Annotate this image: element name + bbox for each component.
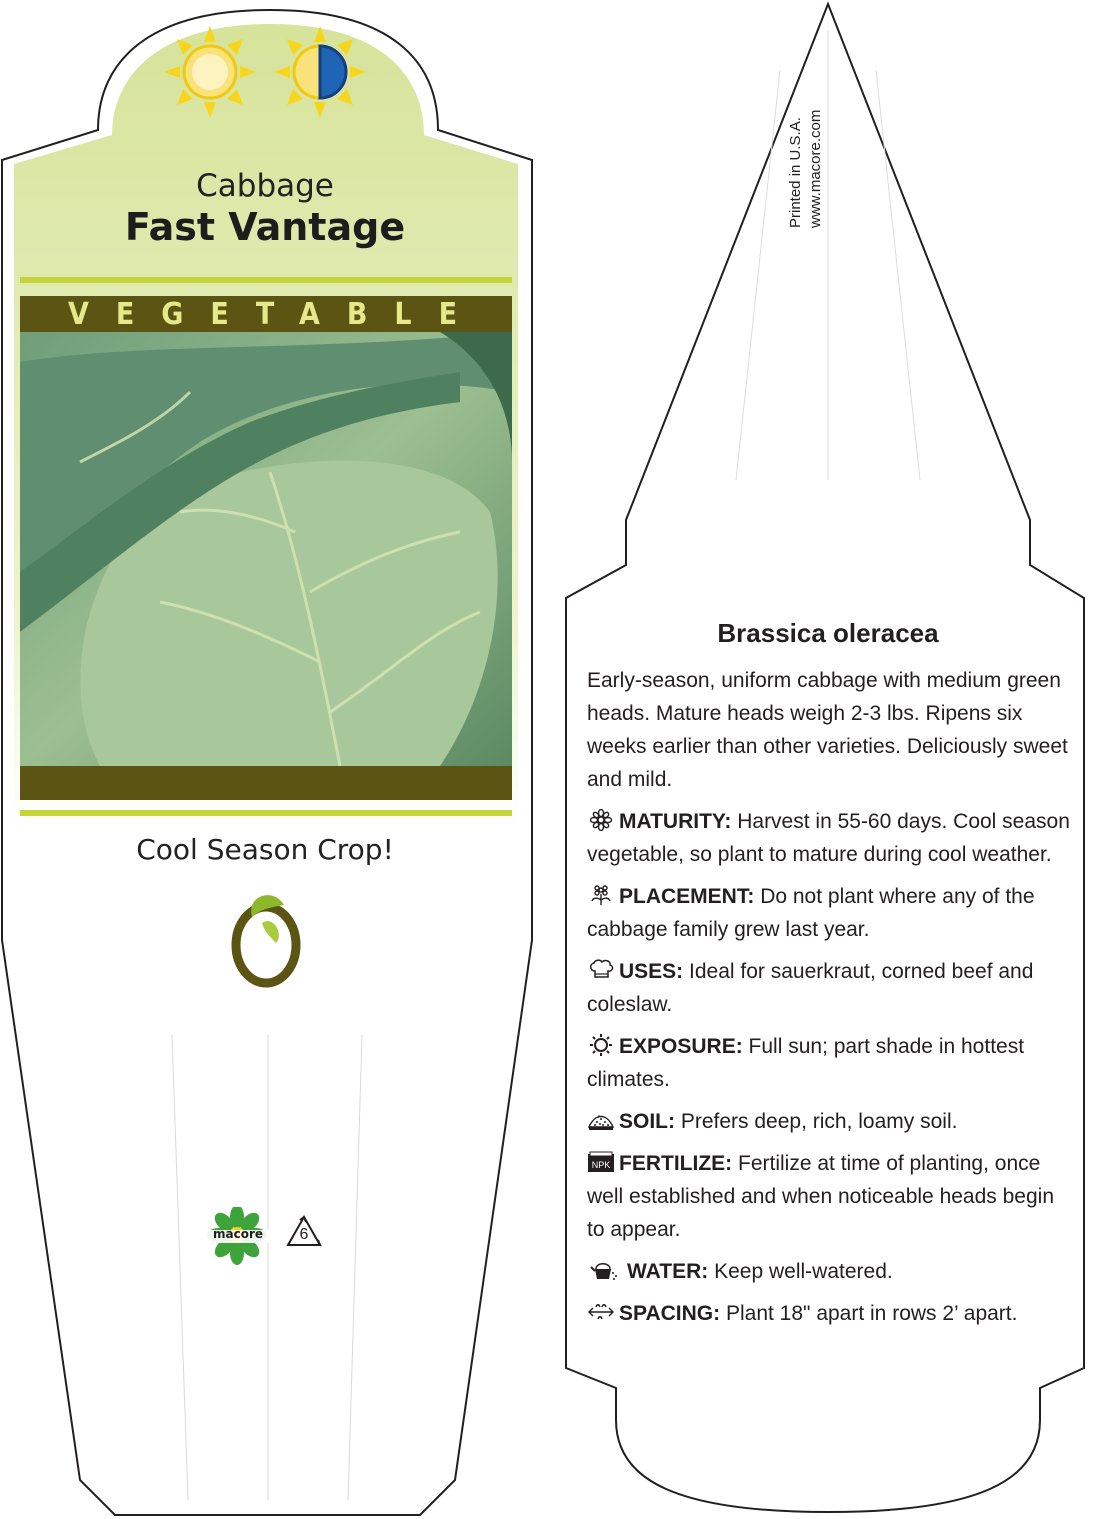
description: Early-season, uniform cabbage with medium green heads. Mature heads weigh 2-3 lbs. Ripens six weeks earlier than other varieties. Deliciously sweet and mild. — [587, 669, 1068, 791]
attribute-label: FERTILIZE: — [619, 1152, 733, 1175]
attribute-text: Do not plant where any of the cabbage family grew last year. — [587, 885, 1035, 941]
tagline: Cool Season Crop! — [136, 833, 394, 866]
category-band — [20, 296, 512, 332]
attribute-text: Fertilize at time of planting, once well established and when noticeable heads begin to appear. — [587, 1152, 1055, 1241]
variety-name: Fast Vantage — [124, 205, 406, 249]
svg-text:NPK: NPK — [591, 1160, 611, 1170]
attribute-text: Plant 18" apart in rows 2’ apart. — [725, 1302, 1018, 1325]
printed-info — [786, 110, 826, 228]
part-sun-icon — [274, 26, 366, 118]
attribute-placement — [587, 880, 1077, 946]
sun-exposure-icon — [587, 1034, 615, 1056]
attribute-text: Harvest in 55-60 days. Cool season vegetable, so plant to mature during cool weather. — [587, 810, 1070, 866]
brand-logo — [204, 1207, 274, 1274]
brand-name: macore — [212, 1227, 263, 1241]
chef-hat-icon — [587, 959, 615, 981]
attribute-label: SPACING: — [619, 1302, 721, 1325]
attribute-exposure — [587, 1030, 1077, 1096]
attribute-text: Full sun; part shade in hottest climates. — [587, 1035, 1025, 1091]
attribute-spacing — [587, 1297, 1077, 1330]
recycle-code-icon — [286, 1214, 322, 1255]
spacing-arrows-icon — [587, 1301, 615, 1323]
attribute-maturity — [587, 805, 1077, 871]
flower-calendar-icon — [587, 809, 615, 831]
back-description-block — [587, 664, 1077, 1339]
plant-photo — [20, 332, 512, 766]
attribute-soil — [587, 1105, 1077, 1138]
watering-can-icon — [587, 1259, 623, 1281]
attribute-fertilize — [587, 1147, 1077, 1246]
attribute-text: Ideal for sauerkraut, corned beef and coleslaw. — [587, 960, 1034, 1016]
scientific-name: Brassica oleracea — [717, 618, 939, 648]
attribute-water — [587, 1255, 1077, 1288]
attribute-label: MATURITY: — [619, 810, 732, 833]
printed-country: Printed in U.S.A. — [787, 117, 804, 228]
attribute-label: WATER: — [627, 1260, 709, 1283]
recycle-code: 6 — [299, 1226, 309, 1243]
website: www.macore.com — [807, 109, 824, 228]
attribute-label: EXPOSURE: — [619, 1035, 743, 1058]
common-name: Cabbage — [196, 168, 334, 204]
soil-pile-icon — [587, 1109, 615, 1131]
placement-flower-icon — [587, 884, 615, 906]
photo-bottom-band — [20, 766, 512, 800]
attribute-label: SOIL: — [619, 1110, 675, 1133]
attribute-label: USES: — [619, 960, 684, 983]
npk-fertilizer-icon — [587, 1151, 615, 1173]
attribute-uses — [587, 955, 1077, 1021]
attribute-text: Keep well-watered. — [714, 1260, 893, 1283]
full-sun-icon — [164, 26, 256, 118]
attribute-text: Prefers deep, rich, loamy soil. — [680, 1110, 958, 1133]
category-label: VEGETABLE — [67, 296, 485, 332]
attribute-label: PLACEMENT: — [619, 885, 755, 908]
